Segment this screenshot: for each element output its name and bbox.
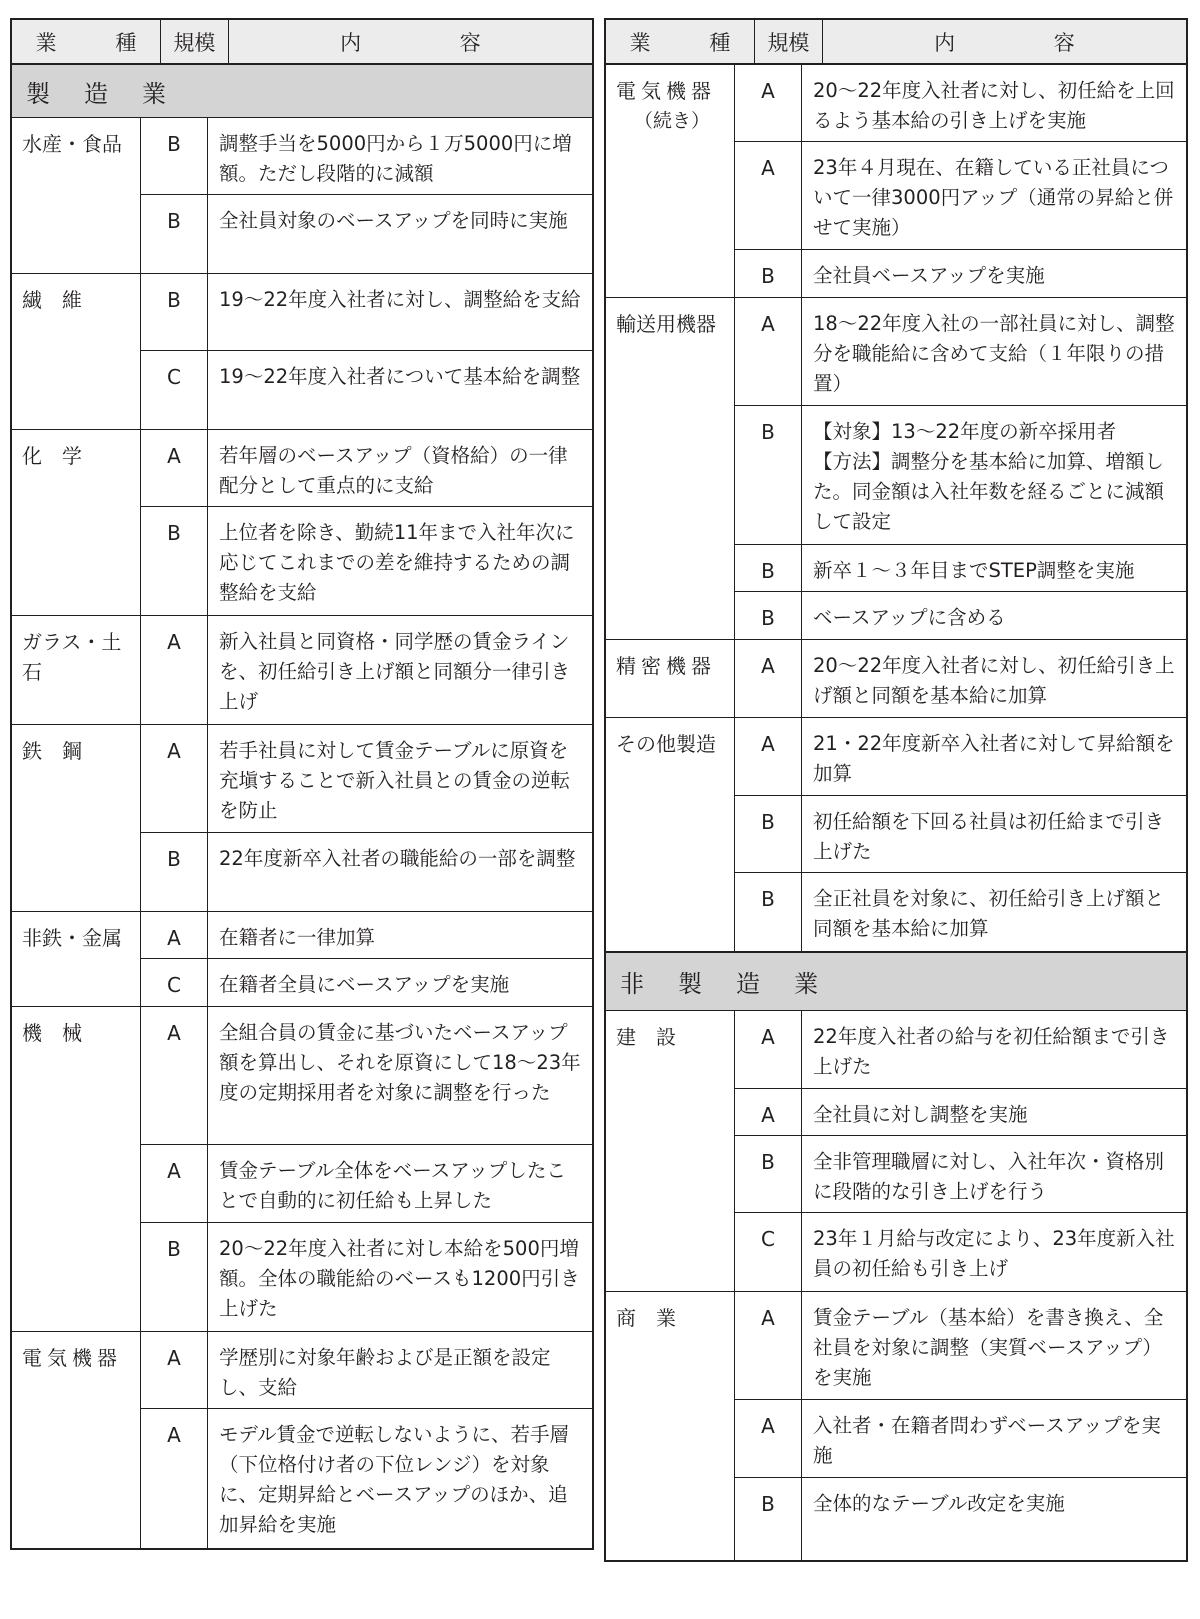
industry-group — [606, 298, 1186, 640]
table-row: B 全社員ベースアップを実施 — [735, 250, 1186, 297]
table-row: B 初任給額を下回る社員は初任給まで引き上げた — [735, 796, 1186, 873]
table-row: A 新入社員と同資格・同学歴の賃金ラインを、初任給引き上げ額と同額分一律引き上げ — [141, 616, 592, 724]
left-table — [10, 18, 594, 1550]
table-row: A 全組合員の賃金に基づいたベースアップ額を算出し、それを原資にして18～23年度の定期採用者を対象に調整を行った — [141, 1007, 592, 1145]
header-size: 規模 — [755, 20, 823, 63]
header-content: 内 容 — [340, 30, 500, 55]
table-row: A 20～22年度入社者に対し、初任給引き上げ額と同額を基本給に加算 — [735, 640, 1186, 717]
industry-group — [12, 274, 592, 430]
table-row: B 20～22年度入社者に対し本給を500円増額。全体の職能給のベースも1200円引き上げた — [141, 1223, 592, 1331]
header-industry: 業 種 — [606, 20, 755, 63]
table-row: A 若手社員に対して賃金テーブルに原資を充塡することで新入社員との賃金の逆転を防止 — [141, 725, 592, 833]
industry-group — [606, 1292, 1186, 1560]
table-row: B 全正社員を対象に、初任給引き上げ額と同額を基本給に加算 — [735, 873, 1186, 951]
table-row: A 全社員に対し調整を実施 — [735, 1089, 1186, 1136]
industry-group — [12, 1007, 592, 1332]
industry-label: 電気機器 — [12, 1332, 141, 1548]
industry-group — [606, 65, 1186, 298]
table-row: B 19～22年度入社者に対し、調整給を支給 — [141, 274, 592, 351]
table-row: B 全体的なテーブル改定を実施 — [735, 1478, 1186, 1560]
industry-group — [12, 725, 592, 912]
industry-label: 鉄 鋼 — [12, 725, 141, 911]
header-content: 内 容 — [934, 30, 1094, 55]
table-row: A 20～22年度入社者に対し、初任給を上回るよう基本給の引き上げを実施 — [735, 65, 1186, 142]
table-row: B 上位者を除き、勤続11年まで入社年次に応じてこれまでの差を維持するための調整給を支給 — [141, 507, 592, 615]
section-non-manufacturing: 非 製 造 業 — [606, 952, 1186, 1011]
table-header — [606, 20, 1186, 65]
industry-group — [606, 1011, 1186, 1292]
section-manufacturing: 製 造 業 — [12, 65, 592, 118]
header-size: 規模 — [161, 20, 229, 63]
table-row: B 全非管理職層に対し、入社年次・資格別に段階的な引き上げを行う — [735, 1136, 1186, 1213]
table-row: A 21・22年度新卒入社者に対して昇給額を加算 — [735, 718, 1186, 796]
industry-label: 化 学 — [12, 430, 141, 615]
table-row: B 【対象】13～22年度の新卒採用者 【方法】調整分を基本給に加算、増額した。同金額は入社年数を経るごとに減額して設定 — [735, 406, 1186, 545]
right-table — [604, 18, 1188, 1562]
table-row: A 入社者・在籍者問わずベースアップを実施 — [735, 1400, 1186, 1478]
table-row: B 全社員対象のベースアップを同時に実施 — [141, 195, 592, 273]
table-row: A 賃金テーブル全体をベースアップしたことで自動的に初任給も上昇した — [141, 1145, 592, 1223]
table-row: B ベースアップに含める — [735, 592, 1186, 639]
industry-group — [12, 616, 592, 725]
table-row: B 22年度新卒入社者の職能給の一部を調整 — [141, 833, 592, 911]
table-row: C 在籍者全員にベースアップを実施 — [141, 959, 592, 1006]
industry-label: 商 業 — [606, 1292, 735, 1560]
industry-group — [12, 118, 592, 274]
industry-group — [606, 718, 1186, 952]
table-row: A 在籍者に一律加算 — [141, 912, 592, 959]
industry-label: 電気機器 （続き） — [606, 65, 735, 297]
table-row: A 学歴別に対象年齢および是正額を設定し、支給 — [141, 1332, 592, 1409]
table-row: A 18～22年度入社の一部社員に対し、調整分を職能給に含めて支給（１年限りの措置） — [735, 298, 1186, 406]
table-row: A 賃金テーブル（基本給）を書き換え、全社員を対象に調整（実質ベースアップ）を実施 — [735, 1292, 1186, 1400]
continued-note: （続き） — [633, 110, 710, 132]
table-row: B 調整手当を5000円から１万5000円に増額。ただし段階的に減額 — [141, 118, 592, 195]
industry-label: 建 設 — [606, 1011, 735, 1291]
header-industry: 業 種 — [12, 20, 161, 63]
industry-label: その他製造 — [606, 718, 735, 951]
table-row: C 23年１月給与改定により、23年度新入社員の初任給も引き上げ — [735, 1213, 1186, 1291]
industry-label: 機 械 — [12, 1007, 141, 1331]
table-row: A 若年層のベースアップ（資格給）の一律配分として重点的に支給 — [141, 430, 592, 507]
table-row: A モデル賃金で逆転しないように、若手層（下位格付け者の下位レンジ）を対象に、定期昇給とベースアップのほか、追加昇給を実施 — [141, 1409, 592, 1548]
industry-label: 精密機器 — [606, 640, 735, 717]
industry-group — [606, 640, 1186, 718]
industry-label: 水産・食品 — [12, 118, 141, 273]
industry-group — [12, 1332, 592, 1548]
industry-group — [12, 912, 592, 1007]
industry-label: 輸送用機器 — [606, 298, 735, 639]
table-header — [12, 20, 592, 65]
table-row: C 19～22年度入社者について基本給を調整 — [141, 351, 592, 429]
industry-label: ガラス・土石 — [12, 616, 141, 724]
industry-label: 非鉄・金属 — [12, 912, 141, 1006]
table-row: B 新卒１～３年目までSTEP調整を実施 — [735, 545, 1186, 592]
table-row: A 22年度入社者の給与を初任給額まで引き上げた — [735, 1011, 1186, 1089]
industry-label: 繊 維 — [12, 274, 141, 429]
industry-group — [12, 430, 592, 616]
table-row: A 23年４月現在、在籍している正社員について一律3000円アップ（通常の昇給と併せて実施） — [735, 142, 1186, 250]
